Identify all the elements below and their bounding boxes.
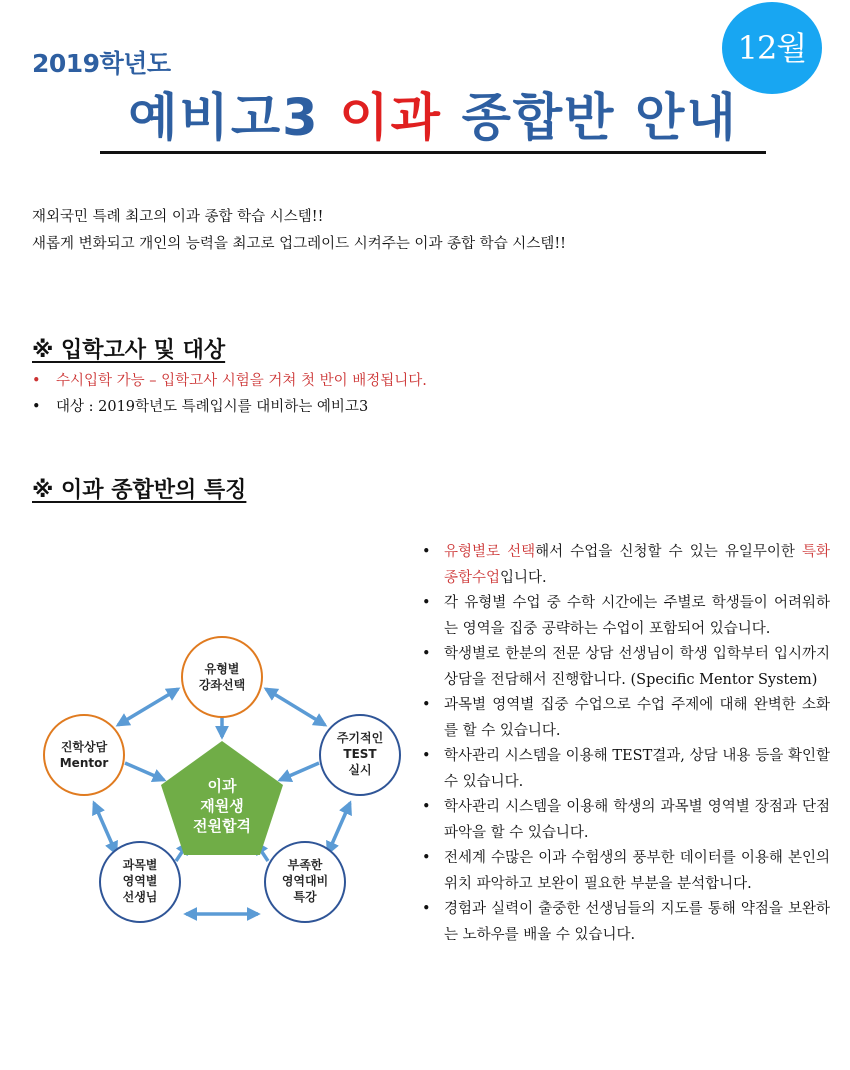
page-title xyxy=(100,86,766,152)
node-label: 부족한 xyxy=(287,858,323,872)
center-line-2: 재원생 xyxy=(200,797,244,815)
list-item: • 학사관리 시스템을 이용해 TEST결과, 상담 내용 등을 확인할 수 있습니다. xyxy=(420,744,830,795)
feature-emphasis: 특화 종합수업 xyxy=(444,544,831,586)
title-part-course: 종합반 안내 xyxy=(441,89,738,148)
intro-line-1: 재외국민 특례 최고의 이과 종합 학습 시스템!! xyxy=(32,209,324,225)
feature-emphasis: 유형별로 선택 xyxy=(444,544,536,560)
node-label: 주기적인 xyxy=(336,731,384,745)
node-mentor xyxy=(44,715,124,795)
feature-text: 해서 수업을 신청할 수 있는 유일무이한 xyxy=(535,544,802,560)
list-item: • 학사관리 시스템을 이용해 학생의 과목별 영역별 장점과 단점 파악을 할 수 있습니다. xyxy=(420,795,830,846)
node-label: 진학상담 xyxy=(60,740,108,754)
arrow-icon xyxy=(125,763,164,780)
month-badge: 12월 xyxy=(722,2,822,94)
node-label: Mentor xyxy=(59,756,109,770)
node-label: 선생님 xyxy=(122,890,158,904)
feature-cycle-diagram xyxy=(30,625,420,925)
arrow-icon xyxy=(280,763,319,780)
year-title: 2019학년도 xyxy=(32,49,171,78)
node-label: 유형별 xyxy=(204,662,240,676)
arrow-icon xyxy=(266,689,325,725)
list-item: • 수시입학 가능 – 입학고사 시험을 거쳐 첫 반이 배정됩니다. xyxy=(32,368,427,394)
feature-text: 입니다. xyxy=(500,569,547,586)
list-item xyxy=(420,540,830,591)
admission-list xyxy=(32,368,427,420)
arrow-icon xyxy=(94,803,116,853)
node-label: 영역대비 xyxy=(281,874,329,888)
arrow-icon xyxy=(118,689,178,725)
list-item: • 과목별 영역별 집중 수업으로 수업 주제에 대해 완벽한 소화를 할 수 있습니다. xyxy=(420,693,830,744)
node-course-select xyxy=(182,637,262,717)
intro-line-2: 새롭게 변화되고 개인의 능력을 최고로 업그레이드 시켜주는 이과 종합 학습 시스템!! xyxy=(32,236,566,252)
section-heading-features: ※ 이과 종합반의 특징 xyxy=(32,478,247,503)
node-label: 특강 xyxy=(293,890,317,904)
node-label: 영역별 xyxy=(122,874,158,888)
node-label: 과목별 xyxy=(122,858,158,872)
list-item: • 대상 : 2019학년도 특례입시를 대비하는 예비고3 xyxy=(32,394,427,420)
feature-list xyxy=(420,540,830,948)
title-underline xyxy=(100,151,766,154)
node-label: 강좌선택 xyxy=(198,678,246,692)
list-item: • 각 유형별 수업 중 수학 시간에는 주별로 학생들이 어려워하는 영역을 집중 공략하는 수업이 포함되어 있습니다. xyxy=(420,591,830,642)
section-heading-admission: ※ 입학고사 및 대상 xyxy=(32,338,226,363)
title-part-science: 이과 xyxy=(339,89,442,148)
title-part-prep: 예비고3 xyxy=(128,89,340,148)
node-label: TEST xyxy=(343,747,377,761)
list-item: • 학생별로 한분의 전문 상담 선생님이 학생 입학부터 입시까지 상담을 전담해서 진행합니다. (Specific Mentor System) xyxy=(420,642,830,693)
list-item: • 경험과 실력이 출중한 선생님들의 지도를 통해 약점을 보완하는 노하우를 배울 수 있습니다. xyxy=(420,897,830,948)
list-item: • 전세계 수많은 이과 수험생의 풍부한 데이터를 이용해 본인의 위치 파악하고 보완이 필요한 부분을 분석합니다. xyxy=(420,846,830,897)
arrow-icon xyxy=(328,803,350,853)
node-label: 실시 xyxy=(348,763,372,777)
center-line-1: 이과 xyxy=(207,777,237,795)
center-line-3: 전원합격 xyxy=(193,817,251,835)
